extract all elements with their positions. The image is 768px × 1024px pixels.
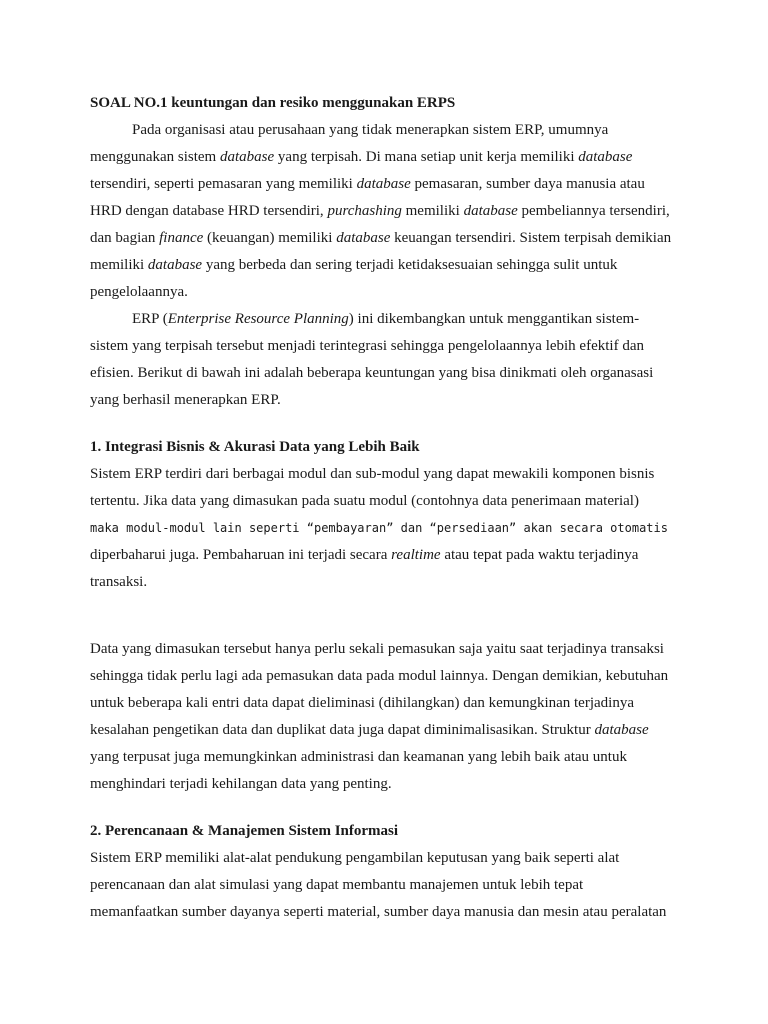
text-line: Pada organisasi atau perusahaan yang tidak menerapkan sistem ERP, umumnya	[132, 122, 609, 138]
text-line: tersendiri, seperti pemasaran yang memiliki database pemasaran, sumber daya manusia atau	[90, 176, 645, 192]
paragraph-gap	[90, 414, 660, 434]
text-line: dan bagian finance (keuangan) memiliki database keuangan tersendiri. Sistem terpisah demikian	[90, 230, 672, 246]
section-heading-1: 1. Integrasi Bisnis & Akurasi Data yang Lebih Baik	[90, 439, 420, 455]
text-line: menghindari terjadi kehilangan data yang penting.	[90, 776, 392, 792]
text-line: memiliki database yang berbeda dan sering terjadi ketidaksesuaian sehingga sulit untuk	[90, 257, 618, 273]
text-line: untuk beberapa kali entri data dapat dieliminasi (dihilangkan) dan kemungkinan terjadinya	[90, 695, 634, 711]
text-line: yang berhasil menerapkan ERP.	[90, 392, 281, 408]
paragraph-planning	[90, 845, 667, 926]
paragraph-intro	[90, 117, 672, 306]
paragraph-data-entry	[90, 636, 669, 798]
paragraph-erp	[90, 306, 660, 414]
text-line: transaksi.	[90, 574, 148, 590]
document-title: SOAL NO.1 keuntungan dan resiko menggunakan ERPS	[90, 95, 456, 111]
text-line: Sistem ERP terdiri dari berbagai modul dan sub-modul yang dapat mewakili komponen bisnis	[90, 466, 655, 482]
paragraph-integration	[90, 461, 668, 596]
paragraph-gap	[90, 798, 660, 818]
text-line: yang terpusat juga memungkinkan administrasi dan keamanan yang lebih baik atau untuk	[90, 749, 627, 765]
text-line: maka modul-modul lain seperti “pembayaran” dan “persediaan” akan secara otomatis	[90, 521, 668, 535]
text-line: pengelolaannya.	[90, 284, 188, 300]
text-line: sistem yang terpisah tersebut menjadi terintegrasi sehingga pengelolaannya lebih efektif dan	[90, 338, 644, 354]
text-line: sehingga tidak perlu lagi ada pemasukan data pada modul lainnya. Dengan demikian, kebutuhan	[90, 668, 669, 684]
text-line: diperbaharui juga. Pembaharuan ini terjadi secara realtime atau tepat pada waktu terjadinya	[90, 547, 639, 563]
text-line: tertentu. Jika data yang dimasukan pada suatu modul (contohnya data penerimaan material)	[90, 493, 639, 509]
text-line: menggunakan sistem database yang terpisah. Di mana setiap unit kerja memiliki database	[90, 149, 633, 165]
text-line: Sistem ERP memiliki alat-alat pendukung pengambilan keputusan yang baik seperti alat	[90, 850, 620, 866]
paragraph-gap	[90, 596, 660, 636]
section-heading-2: 2. Perencanaan & Manajemen Sistem Informasi	[90, 823, 399, 839]
text-line: efisien. Berikut di bawah ini adalah beberapa keuntungan yang bisa dinikmati oleh organasasi	[90, 365, 654, 381]
text-line: kesalahan pengetikan data dan duplikat data juga dapat diminimalisasikan. Struktur database	[90, 722, 649, 738]
text-line: perencanaan dan alat simulasi yang dapat membantu manajemen untuk lebih tepat	[90, 877, 584, 893]
text-line: HRD dengan database HRD tersendiri, purchashing memiliki database pembeliannya tersendiri,	[90, 203, 670, 219]
text-line: memanfaatkan sumber dayanya seperti material, sumber daya manusia dan mesin atau peralatan	[90, 904, 667, 920]
text-line: ERP (Enterprise Resource Planning) ini dikembangkan untuk menggantikan sistem-	[132, 311, 640, 327]
document-page	[90, 90, 672, 926]
text-line: Data yang dimasukan tersebut hanya perlu sekali pemasukan saja yaitu saat terjadinya transaksi	[90, 641, 664, 657]
